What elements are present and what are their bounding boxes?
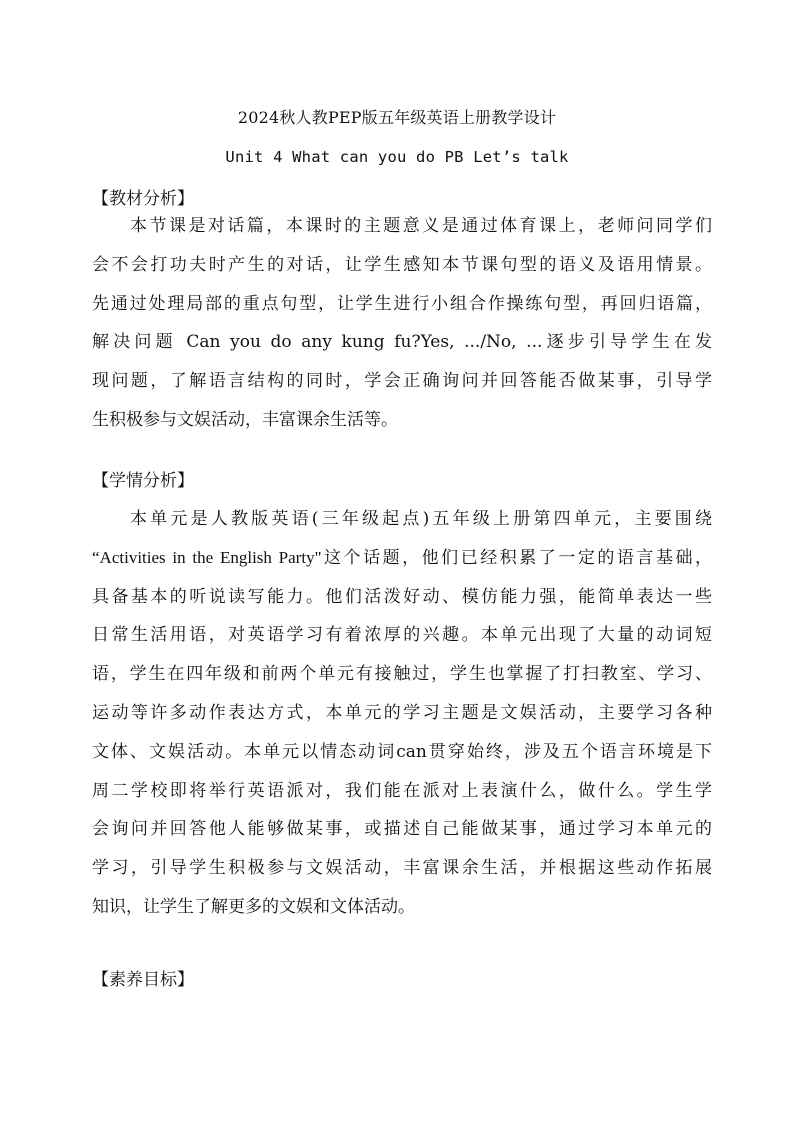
- section-heading-textbook-analysis: 【教材分析】: [92, 189, 194, 209]
- paragraph-line: 会询问并回答他人能够做某事，或描述自己能做某事，通过学习本单元的: [92, 819, 712, 840]
- paragraph-line: 会不会打功夫时产生的对话，让学生感知本节课句型的语义及语用情景。: [92, 254, 712, 275]
- paragraph-line: 周二学校即将举行英语派对，我们能在派对上表演什么，做什么。学生学: [92, 780, 712, 801]
- paragraph-line: 运动等许多动作表达方式，本单元的学习主题是文娱活动，主要学习各种: [92, 702, 712, 723]
- paragraph-line: 语，学生在四年级和前两个单元有接触过，学生也掌握了打扫教室、学习、: [92, 664, 712, 685]
- document-subtitle: Unit 4 What can you do PB Let’s talk: [225, 148, 569, 166]
- paragraph-line: 学习，引导学生积极参与文娱活动，丰富课余生活，并根据这些动作拓展: [92, 858, 712, 879]
- paragraph-line: 文体、文娱活动。本单元以情态动词can贯穿始终，涉及五个语言环境是下: [92, 741, 712, 762]
- paragraph-line: “Activities in the English Party"这个话题，他们已经积累了一定的语言基础，: [92, 547, 712, 567]
- paragraph-line: 本单元是人教版英语(三年级起点)五年级上册第四单元，主要围绕: [130, 509, 712, 529]
- section-heading-literacy-goals: 【素养目标】: [92, 970, 194, 990]
- paragraph-line: 具备基本的听说读写能力。他们活泼好动、模仿能力强，能简单表达一些: [92, 586, 712, 607]
- document-title: 2024秋人教PEP版五年级英语上册教学设计: [237, 108, 557, 127]
- paragraph-line: 日常生活用语，对英语学习有着浓厚的兴趣。本单元出现了大量的动词短: [92, 625, 712, 646]
- paragraph-line: 解决问题 Can you do any kung fu?Yes, .../No, ...逐步引导学生在发: [92, 332, 712, 353]
- paragraph-line: 本节课是对话篇，本课时的主题意义是通过体育课上，老师问同学们: [130, 216, 712, 236]
- paragraph-line: 先通过处理局部的重点句型，让学生进行小组合作操练句型，再回归语篇，: [92, 293, 712, 314]
- paragraph-line: 生积极参与文娱活动，丰富课余生活等。: [92, 409, 398, 430]
- section-heading-student-analysis: 【学情分析】: [92, 471, 194, 491]
- paragraph-textbook-analysis: [92, 207, 712, 440]
- paragraph-line: 知识，让学生了解更多的文娱和文体活动。: [92, 896, 415, 917]
- paragraph-student-analysis: [92, 500, 712, 927]
- paragraph-line: 现问题，了解语言结构的同时，学会正确询问并回答能否做某事，引导学: [92, 371, 712, 392]
